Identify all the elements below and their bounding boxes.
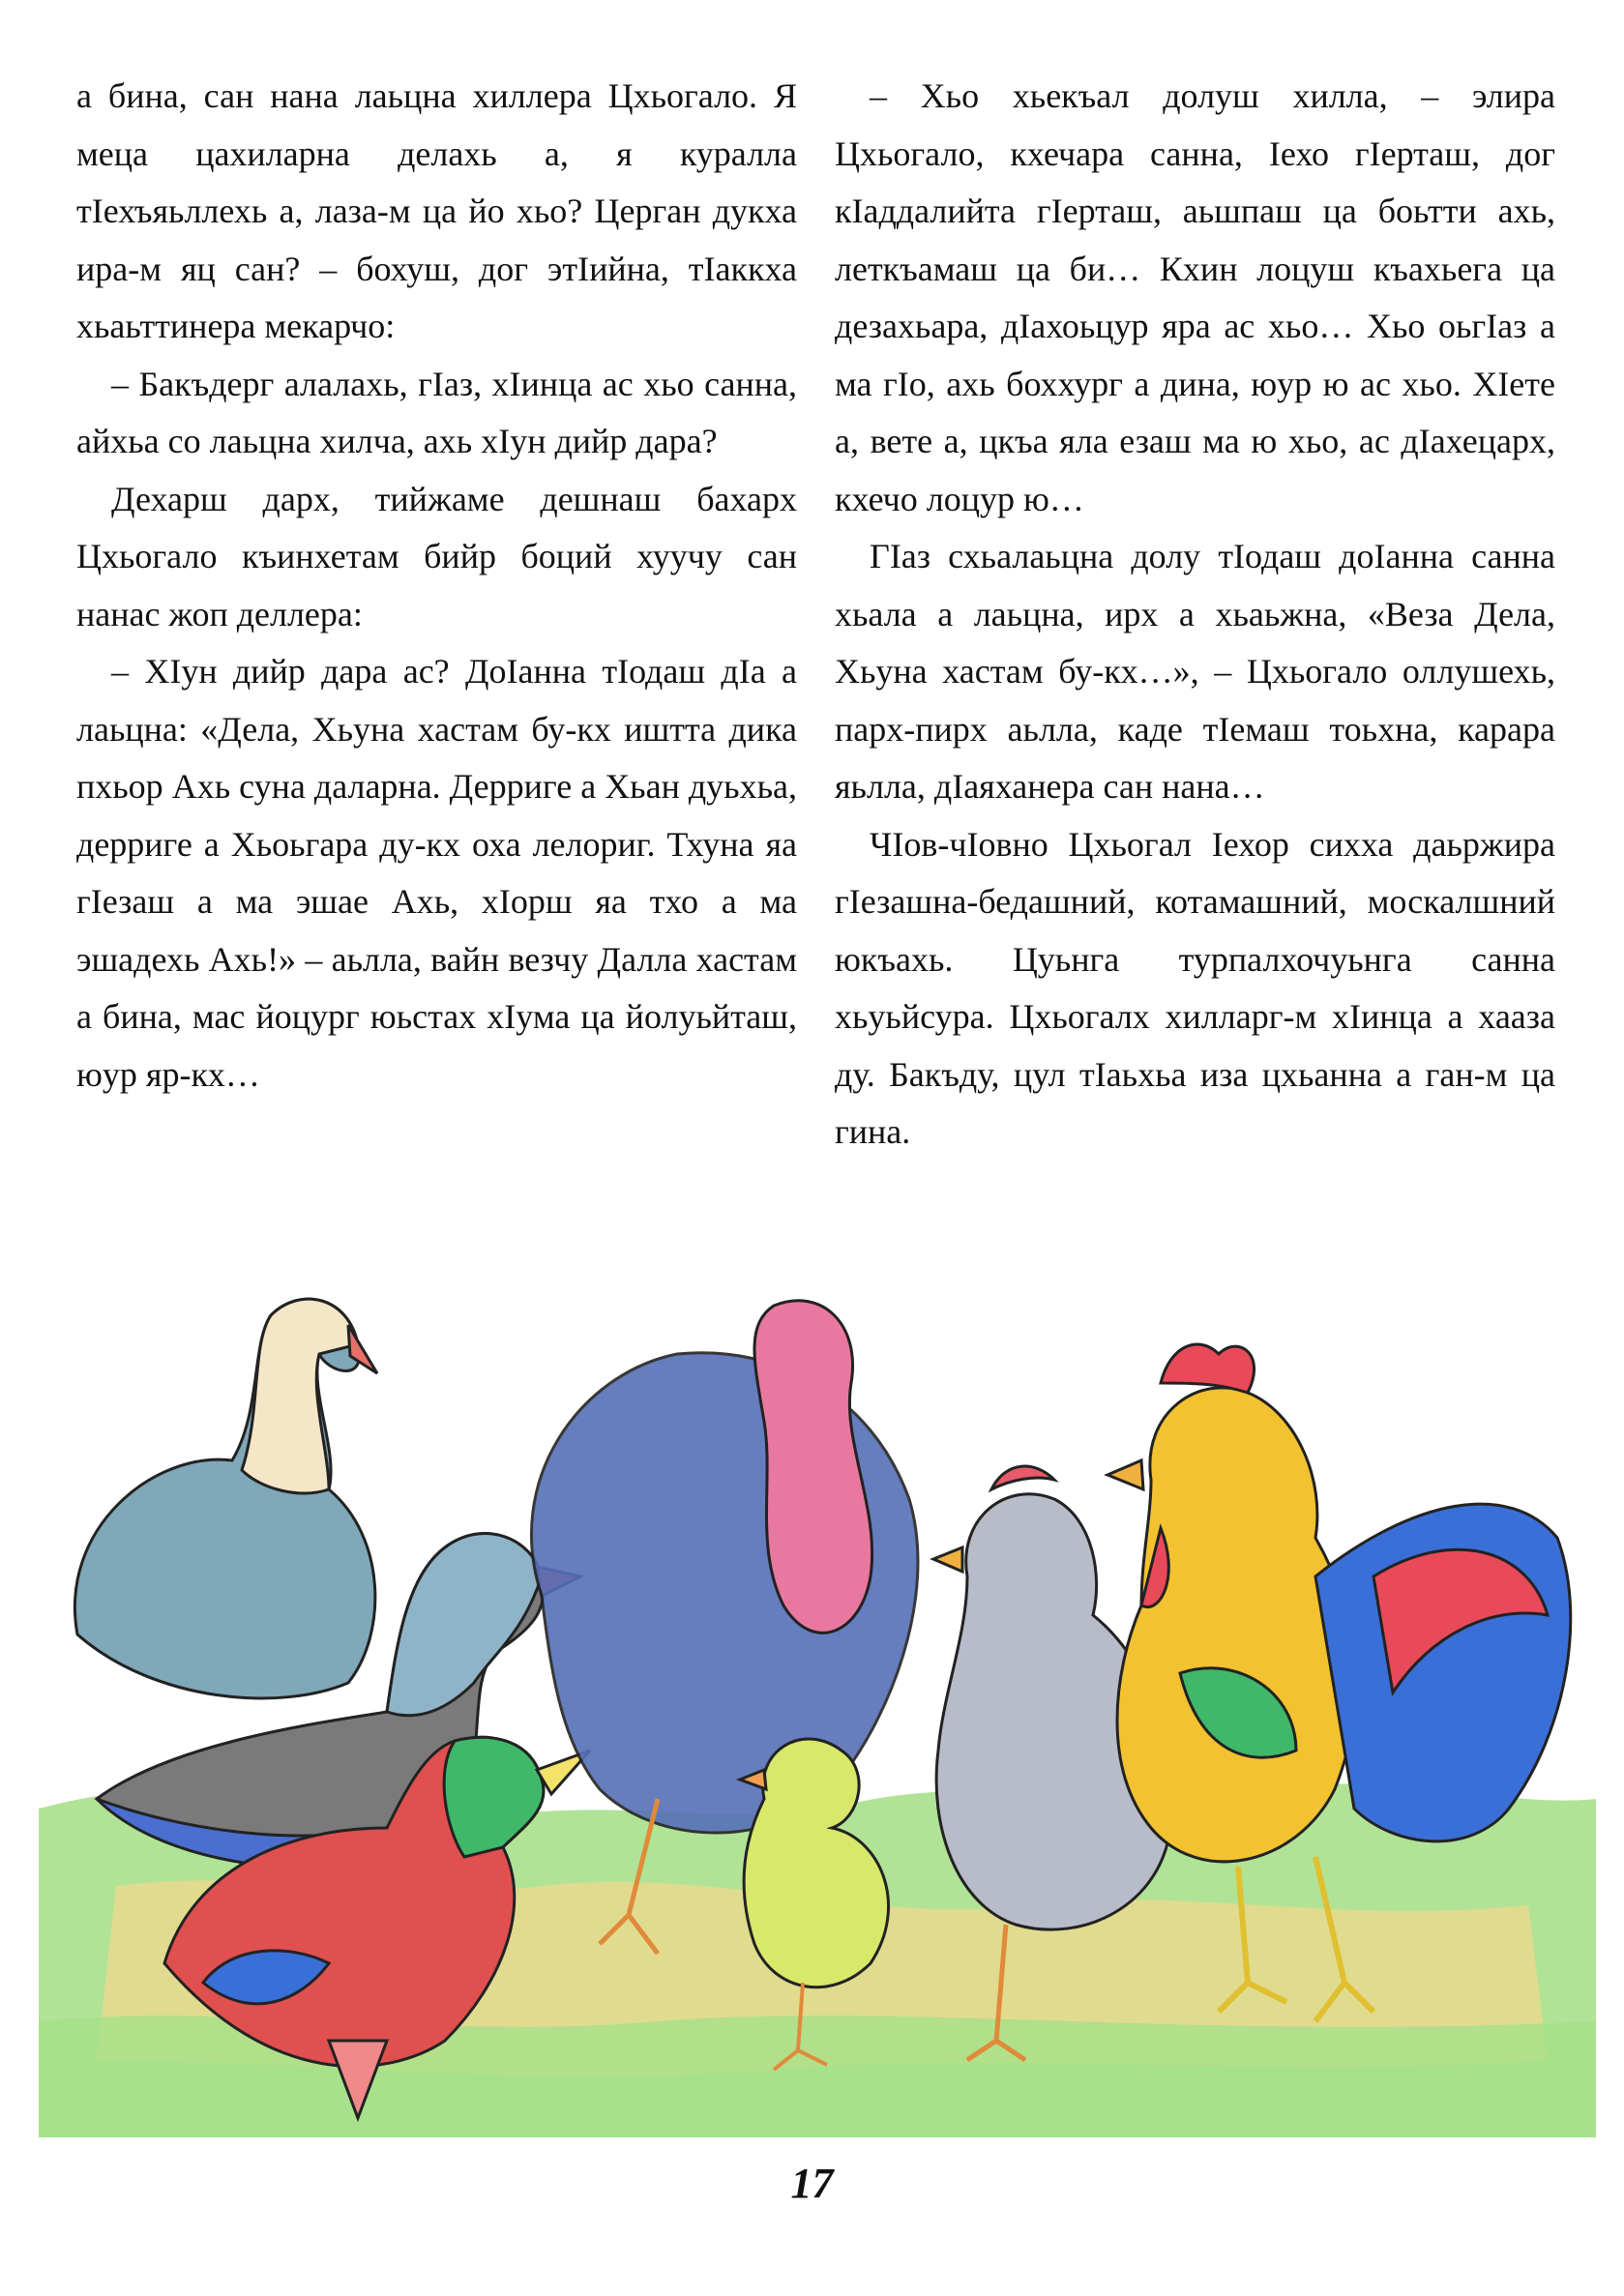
goose — [74, 1299, 377, 1698]
paragraph: – Бакъдерг алалахь, гIаз, хIинца ас хьо санна, айхьа со лаьцна хилча, ахь хIун дийр дара? — [76, 364, 797, 460]
paragraph: а бина, сан нана лаьцна хиллера Цхьогало. Я меца цахиларна делахь а, я куралла тIехъяьллехь а, лаза-м ца йо хьо? Церган дукха ира-м яц сан? – бохуш, дог этIийна, тIаккха хьаьттинера мекарчо: — [76, 76, 797, 345]
page-number: 17 — [790, 2160, 834, 2207]
paragraph: – ХIун дийр дара ас? ДоIанна тIодаш дIа а лаьцна: «Дела, Хьуна хастам бу-кх иштта дика пхьор Ахь суна даларна. Дерриге а Хьан дуьхьа, дерриге а Хьоьгара ду-кх оха лелориг. Тхуна яа гIезаш а ма эшае Ахь, хIорш яа тхо а ма эшадехь Ахь!» – аьлла, вайн везчу Далла хастам а бина, мас йоцург юьстах хIума ца йолуьйташ, юур яр-кх… — [76, 652, 797, 1094]
paragraph: ЧIов-чIовно Цхьогал Iехор сихха даьржира гIезашна-бедашний, котамашний, москалшний юкъахь. Цуьнга турпалхочуьнга санна хьуьйсура. Цхьогалх хилларг-м хIинца а хааза ду. Бакъду, цул тIаьхьа иза цхьанна а ган-м ца гина. — [835, 824, 1555, 1151]
paragraph: Дехарш дарх, тийжаме дешнаш бахарх Цхьогало къинхетам бийр боций хуучу сан нанас жоп деллера: — [76, 479, 797, 633]
paragraph: – Хьо хьекъал долуш хилла, – элира Цхьогало, кхечара санна, Iехо гIерташ, дог кIаддалийта гIерташ, аьшпаш ца боьтти ахь, леткъамаш ца би… Кхин лоцуш къахьега ца дезахьара, дIахоьцур яра ас хьо… Хьо оьгIаз а ма гIо, ахь боххург а дина, юур ю ас хьо. ХIете а, вете а, цкъа яла езаш ма ю хьо, ас дIахецарх, кхечо лоцур ю… — [835, 76, 1555, 518]
left-text-column — [76, 68, 797, 1104]
paragraph: ГIаз схьалаьцна долу тIодаш доIанна санна хьала а лаьцна, ирх а хьаьжна, «Веза Дела, Хьуна хастам бу-кх…», – Цхьогало оллушехь, парх-пирх аьлла, каде тIемаш тоьхна, карара яьлла, дIаяханера сан нана… — [835, 537, 1555, 806]
right-text-column — [835, 68, 1555, 1162]
poultry-illustration — [39, 1286, 1596, 2137]
